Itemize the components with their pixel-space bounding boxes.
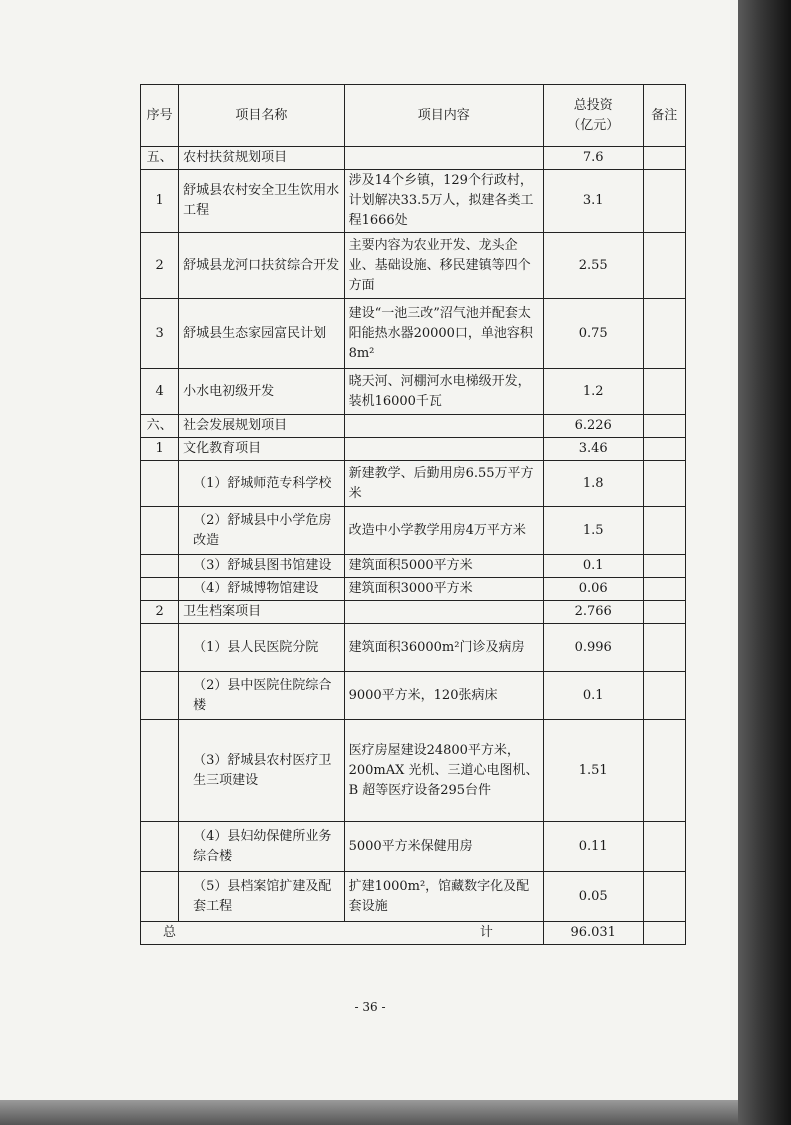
table-row [141,461,686,507]
project-name-cell: 舒城县农村安全卫生饮用水工程 [179,170,344,233]
project-name-cell: 社会发展规划项目 [179,415,344,438]
section-row [141,415,686,438]
seq-cell: 4 [141,369,179,415]
table-row [141,872,686,922]
note-cell [643,720,685,822]
note-cell [643,438,685,461]
note-cell [643,601,685,624]
project-content-cell: 医疗房屋建设24800平方米，200mAX 光机、三道心电图机、B 超等医疗设备295台件 [344,720,543,822]
project-name-cell: （1）县人民医院分院 [179,624,344,672]
project-content-cell: 建筑面积36000m²门诊及病房 [344,624,543,672]
note-cell [643,672,685,720]
header-note: 备注 [643,85,685,147]
project-content-cell: 建筑面积5000平方米 [344,555,543,578]
table-row [141,720,686,822]
table-row [141,672,686,720]
seq-cell: 1 [141,438,179,461]
table-row [141,299,686,369]
note-cell [643,233,685,299]
total-label-cell [141,922,544,945]
group-row [141,601,686,624]
group-row [141,438,686,461]
seq-cell [141,507,179,555]
project-content-cell: 建设“一池三改”沼气池并配套太阳能热水器20000口，单池容积8m² [344,299,543,369]
project-content-cell: 建筑面积3000平方米 [344,578,543,601]
investment-cell: 2.55 [543,233,643,299]
investment-cell: 1.2 [543,369,643,415]
project-content-cell: 9000平方米，120张病床 [344,672,543,720]
note-cell [643,147,685,170]
project-content-cell: 晓天河、河棚河水电梯级开发，装机16000千瓦 [344,369,543,415]
project-name-cell: （3）舒城县农村医疗卫生三项建设 [179,720,344,822]
page-number: - 36 - [354,1000,386,1014]
project-content-cell: 扩建1000m²，馆藏数字化及配套设施 [344,872,543,922]
project-name-cell: （2）县中医院住院综合楼 [179,672,344,720]
seq-cell [141,624,179,672]
seq-cell: 3 [141,299,179,369]
seq-cell: 六、 [141,415,179,438]
header-investment: 总投资 （亿元） [543,85,643,147]
seq-cell [141,461,179,507]
note-cell [643,872,685,922]
note-cell [643,415,685,438]
total-label-right: 计 [479,925,493,940]
project-content-cell: 主要内容为农业开发、龙头企业、基础设施、移民建镇等四个方面 [344,233,543,299]
project-content-cell: 涉及14个乡镇，129个行政村，计划解决33.5万人，拟建各类工程1666处 [344,170,543,233]
investment-table [140,84,686,945]
investment-cell: 0.1 [543,555,643,578]
note-cell [643,555,685,578]
project-content-cell: 5000平方米保健用房 [344,822,543,872]
total-row [141,922,686,945]
project-name-cell: （4）县妇幼保健所业务综合楼 [179,822,344,872]
page-bottom-edge [0,1100,738,1125]
table-row [141,624,686,672]
section-row [141,147,686,170]
project-name-cell: 卫生档案项目 [179,601,344,624]
investment-cell: 6.226 [543,415,643,438]
project-content-cell [344,438,543,461]
investment-cell: 1.8 [543,461,643,507]
project-name-cell: 农村扶贫规划项目 [179,147,344,170]
project-content-cell [344,147,543,170]
table-row [141,170,686,233]
seq-cell [141,822,179,872]
note-cell [643,170,685,233]
project-name-cell: 小水电初级开发 [179,369,344,415]
investment-cell: 0.75 [543,299,643,369]
header-content: 项目内容 [344,85,543,147]
seq-cell [141,578,179,601]
book-spine [738,0,791,1125]
table-row [141,369,686,415]
project-name-cell: 文化教育项目 [179,438,344,461]
table-row [141,555,686,578]
project-content-cell [344,601,543,624]
project-content-cell [344,415,543,438]
seq-cell [141,720,179,822]
investment-cell: 0.05 [543,872,643,922]
header-seq: 序号 [141,85,179,147]
note-cell [643,624,685,672]
investment-cell: 3.1 [543,170,643,233]
total-label-left: 总 [163,925,177,940]
table-row [141,233,686,299]
investment-cell: 1.51 [543,720,643,822]
total-note-cell [643,922,685,945]
header-row [141,85,686,147]
project-name-cell: （4）舒城博物馆建设 [179,578,344,601]
project-name-cell: （3）舒城县图书馆建设 [179,555,344,578]
note-cell [643,578,685,601]
investment-cell: 0.996 [543,624,643,672]
project-content-cell: 改造中小学教学用房4万平方米 [344,507,543,555]
note-cell [643,822,685,872]
investment-cell: 3.46 [543,438,643,461]
project-name-cell: 舒城县生态家园富民计划 [179,299,344,369]
note-cell [643,369,685,415]
investment-cell: 0.1 [543,672,643,720]
seq-cell: 1 [141,170,179,233]
seq-cell: 2 [141,233,179,299]
seq-cell [141,872,179,922]
investment-cell: 0.11 [543,822,643,872]
note-cell [643,299,685,369]
seq-cell: 2 [141,601,179,624]
table-row [141,822,686,872]
investment-cell: 2.766 [543,601,643,624]
project-name-cell: （2）舒城县中小学危房改造 [179,507,344,555]
investment-cell: 1.5 [543,507,643,555]
project-name-cell: （5）县档案馆扩建及配套工程 [179,872,344,922]
total-investment-cell: 96.031 [543,922,643,945]
seq-cell [141,555,179,578]
project-name-cell: （1）舒城师范专科学校 [179,461,344,507]
seq-cell: 五、 [141,147,179,170]
project-content-cell: 新建教学、后勤用房6.55万平方米 [344,461,543,507]
seq-cell [141,672,179,720]
investment-cell: 7.6 [543,147,643,170]
table-row [141,507,686,555]
investment-cell: 0.06 [543,578,643,601]
note-cell [643,507,685,555]
header-name: 项目名称 [179,85,344,147]
note-cell [643,461,685,507]
table-row [141,578,686,601]
project-name-cell: 舒城县龙河口扶贫综合开发 [179,233,344,299]
